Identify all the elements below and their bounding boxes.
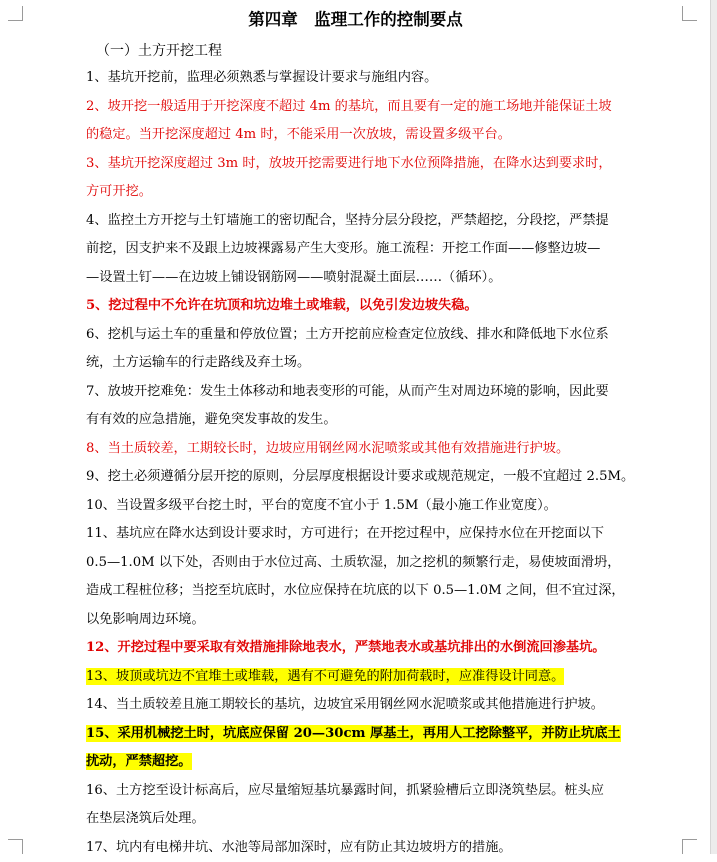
paragraph-text: 9、挖土必须遵循分层开挖的原则，分层厚度根据设计要求或规范规定，一般不宜超过 2.5M。 [86,469,634,484]
list-item [86,64,658,93]
list-item [86,435,658,464]
paragraph-text: 2、坡开挖一般适用于开挖深度不超过 4m 的基坑，而且要有一定的施工场地并能保证土坡 [86,99,612,114]
paragraph-text: 17、坑内有电梯井坑、水池等局部加深时，应有防止其边坡坍方的措施。 [86,840,512,855]
list-item [86,520,658,634]
paragraph-text: 0.5—1.0M 以下处，否则由于水位过高、土质软湿，加之挖机的频繁行走，易使坡面滑坍， [86,555,620,570]
paragraph-text: 统，土方运输车的行走路线及弃土场。 [86,355,310,370]
paragraph-text: 扰动，严禁超挖。 [86,753,192,770]
paragraph-line [86,207,658,236]
list-item [86,378,658,435]
paragraph-text: 3、基坑开挖深度超过 3m 时，放坡开挖需要进行地下水位预降措施，在降水达到要求时， [86,156,612,171]
paragraph-text: 6、挖机与运土车的重量和停放位置；土方开挖前应检查定位放线、排水和降低地下水位系 [86,327,609,342]
paragraph-text: 15、采用机械挖土时，坑底应保留 20—30cm 厚基土，再用人工挖除整平，并防止坑底土 [86,725,621,742]
paragraph-line [86,378,658,407]
paragraph-text: 造成工程桩位移；当挖至坑底时，水位应保持在坑底的以下 0.5—1.0M 之间，但不宜过深， [86,583,625,598]
paragraph-text: 14、当土质较差且施工期较长的基坑，边坡宜采用钢丝网水泥喷浆或其他措施进行护坡。 [86,697,604,712]
page-corner-mark [682,839,697,854]
list-item [86,93,658,150]
paragraph-text: 7、放坡开挖难免：发生土体移动和地表变形的可能，从而产生对周边环境的影响，因此要 [86,384,609,399]
paragraph-text: 前挖，因支护来不及跟上边坡裸露易产生大变形。施工流程：开挖工作面——修整边坡— [86,241,600,256]
list-item [86,292,658,321]
paragraph-text: 4、监控土方开挖与土钉墙施工的密切配合，坚持分层分段挖，严禁超挖，分段挖，严禁提 [86,213,609,228]
paragraph-line [86,178,658,207]
paragraph-line [86,606,658,635]
list-item [86,691,658,720]
paragraph-line [86,777,658,806]
paragraph-line [86,577,658,606]
paragraph-line [86,150,658,179]
list-item [86,463,658,492]
paragraph-text: —设置土钉——在边坡上铺设钢筋网——喷射混凝土面层……（循环）。 [86,270,501,285]
page-edge [710,0,717,854]
paragraph-line [86,720,658,749]
paragraph-text: 13、坡顶或坑边不宜堆土或堆载，遇有不可避免的附加荷载时，应准得设计同意。 [86,668,564,685]
paragraph-text: 有有效的应急措施，避免突发事故的发生。 [86,412,337,427]
section-heading: （一）土方开挖工程 [96,40,222,62]
list-item [86,321,658,378]
paragraph-line [86,93,658,122]
list-item [86,777,658,834]
list-item [86,492,658,521]
paragraph-text: 以免影响周边环境。 [86,612,205,627]
paragraph-line [86,663,658,692]
paragraph-text: 16、土方挖至设计标高后，应尽量缩短基坑暴露时间，抓紧验槽后立即浇筑垫层。桩头应 [86,783,604,798]
paragraph-text: 11、基坑应在降水达到设计要求时，方可进行；在开挖过程中，应保持水位在开挖面以下 [86,526,604,541]
list-item [86,207,658,293]
paragraph-text: 方可开挖。 [86,184,152,199]
paragraph-line [86,834,658,862]
paragraph-line [86,520,658,549]
list-item [86,663,658,692]
paragraph-line [86,349,658,378]
paragraph-line [86,492,658,521]
paragraph-line [86,634,658,663]
paragraph-line [86,748,658,777]
paragraph-text: 8、当土质较差，工期较长时，边坡应用钢丝网水泥喷浆或其他有效措施进行护坡。 [86,441,569,456]
list-item [86,834,658,862]
paragraph-line [86,235,658,264]
paragraph-line [86,264,658,293]
list-item [86,720,658,777]
paragraph-line [86,321,658,350]
paragraph-line [86,64,658,93]
paragraph-line [86,435,658,464]
list-item [86,150,658,207]
paragraph-line [86,805,658,834]
page-corner-mark [8,839,23,854]
paragraph-text: 1、基坑开挖前，监理必须熟悉与掌握设计要求与施组内容。 [86,70,437,85]
paragraph-text: 在垫层浇筑后处理。 [86,811,205,826]
paragraph-text: 10、当设置多级平台挖土时，平台的宽度不宜小于 1.5M（最小施工作业宽度）。 [86,498,557,513]
paragraph-line [86,463,658,492]
paragraph-line [86,549,658,578]
chapter-title: 第四章 监理工作的控制要点 [0,8,711,32]
list-item [86,634,658,663]
paragraph-line [86,292,658,321]
paragraph-text: 12、开挖过程中要采取有效措施排除地表水，严禁地表水或基坑排出的水倒流回渗基坑。 [86,640,605,655]
paragraph-line [86,691,658,720]
document-body [86,64,658,862]
paragraph-text: 5、挖过程中不允许在坑顶和坑边堆土或堆载，以免引发边坡失稳。 [86,298,478,313]
paragraph-line [86,121,658,150]
paragraph-line [86,406,658,435]
paragraph-text: 的稳定。当开挖深度超过 4m 时，不能采用一次放坡，需设置多级平台。 [86,127,511,142]
